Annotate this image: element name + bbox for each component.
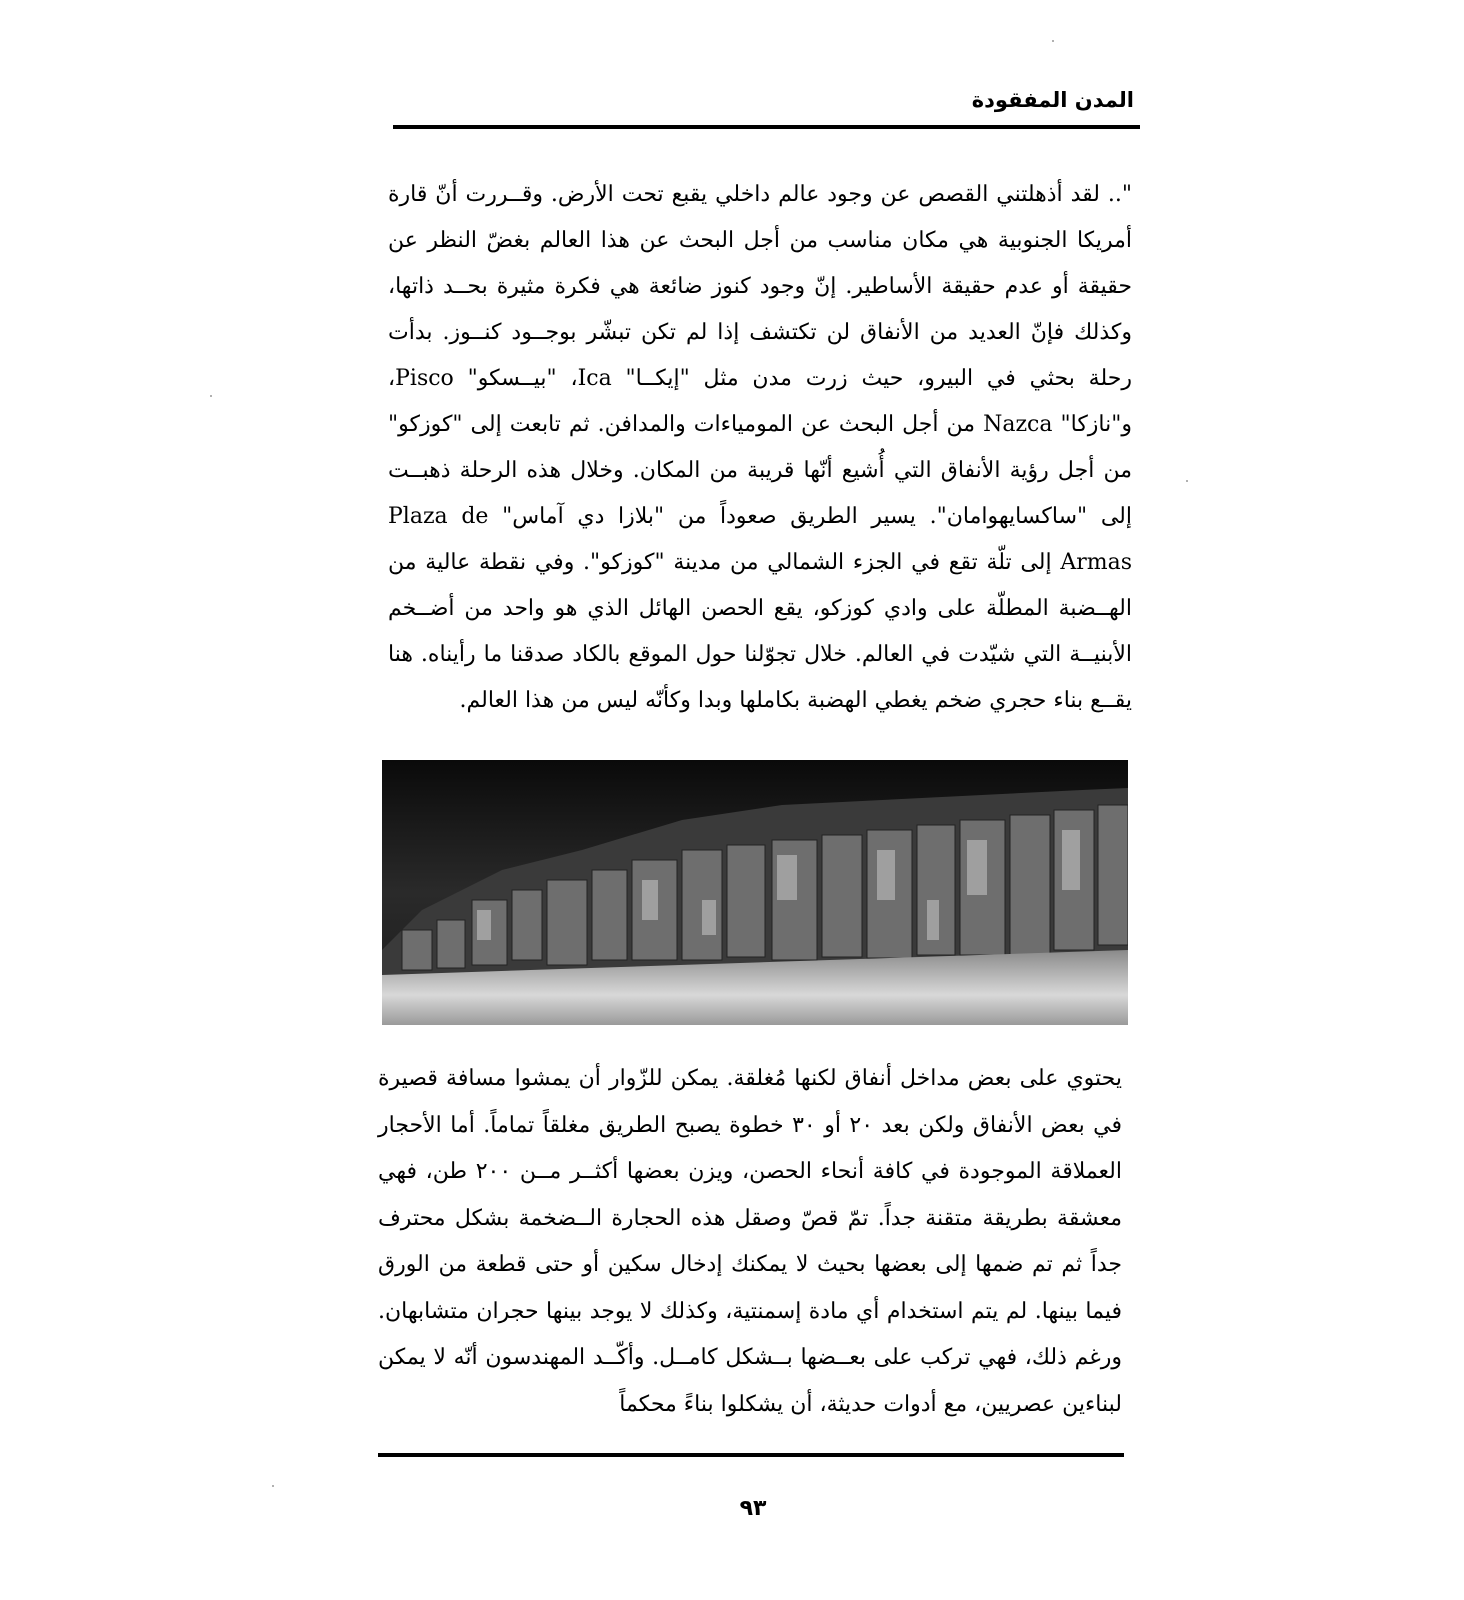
running-title: المدن المفقودة (971, 88, 1134, 112)
scan-speck (1186, 480, 1188, 482)
paragraph-2: يحتوي على بعض مداخل أنفاق لكنها مُغلقة. يمكن للزّوار أن يمشوا مسافة قصيرة في بعض الأنفاق ولكن بعد ٢٠ أو ٣٠ خطوة يصبح الطريق مغلقاً تماماً. أما الأحجار العملاقة الموجودة في كافة أنحاء الحصن، ويزن بعضها أكثــر مــن ٢٠٠ طن، فهي معشقة بطريقة متقنة جداً. تمّ قصّ وصقل هذه الحجارة الــضخمة بشكل محترف جداً ثم تم ضمها إلى بعضها بحيث لا يمكنك إدخال سكين أو حتى قطعة من الورق فيما بينها. لم يتم استخدام أي مادة إسمنتية، وكذلك لا يوجد بينها حجران متشابهان. ورغم ذلك، فهي تركب على بعــضها بــشكل كامــل. وأكّــد المهندسون أنّه لا يمكن لبناءين عصريين، مع أدوات حديثة، أن يشكلوا بناءً محكماً (378, 1066, 1122, 1417)
footer-rule (378, 1453, 1124, 1457)
fortress-photo (382, 760, 1128, 1025)
page-number: ٩٣ (739, 1496, 767, 1521)
stone-fortress-photo-icon (382, 760, 1128, 1025)
scan-speck (1052, 40, 1054, 42)
scan-speck (272, 1485, 274, 1487)
scan-speck (210, 395, 212, 397)
header-rule (393, 125, 1140, 129)
paragraph-1: ".. لقد أذهلتني القصص عن وجود عالم داخلي يقبع تحت الأرض. وقــررت أنّ قارة أمريكا الجنوبية هي مكان مناسب من أجل البحث عن هذا العالم بغضّ النظر عن حقيقة أو عدم حقيقة الأساطير. إنّ وجود كنوز ضائعة هي فكرة مثيرة بحــد ذاتها، وكذلك فإنّ العديد من الأنفاق لن تكتشف إذا لم تكن تبشّر بوجــود كنــوز. بدأت رحلة بحثي في البيرو، حيث زرت مدن مثل "إيكــا" Ica، "بيــسكو" Pisco، و"نازكا" Nazca من أجل البحث عن المومياءات والمدافن. ثم تابعت إلى "كوزكو" من أجل رؤية الأنفاق التي أُشيع أنّها قريبة من المكان. وخلال هذه الرحلة ذهبــت إلى "ساكسايهوامان". يسير الطريق صعوداً من "بلازا دي آماس" Plaza de Armas إلى تلّة تقع في الجزء الشمالي من مدينة "كوزكو". وفي نقطة عالية من الهــضبة المطلّة على وادي كوزكو، يقع الحصن الهائل الذي هو واحد من أضــخم الأبنيــة التي شيّدت في العالم. خلال تجوّلنا حول الموقع بالكاد صدقنا ما رأيناه. هنا يقــع بناء حجري ضخم يغطي الهضبة بكاملها وبدا وكأنّه ليس من هذا العالم. (388, 182, 1133, 713)
